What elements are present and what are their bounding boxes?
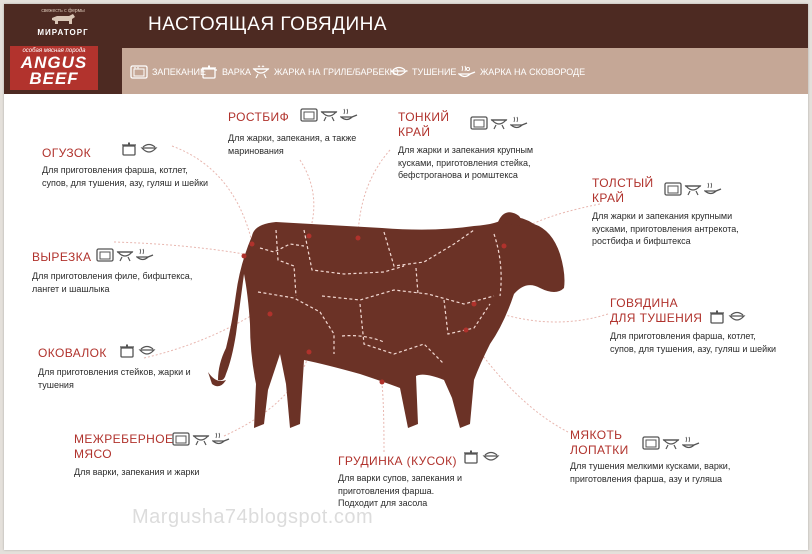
cut-icons-okovalok <box>118 344 156 358</box>
legend-label-oven: ЗАПЕКАНИЕ <box>152 67 207 77</box>
watermark: Margusha74blogspot.com <box>132 506 374 528</box>
oven-icon <box>96 248 114 262</box>
cut-icons-myakot <box>642 436 700 450</box>
cut-icons-grudinka <box>462 450 500 464</box>
stew-pan-icon <box>140 142 158 156</box>
cut-desc-line: Для приготовления филе, бифштекса, <box>32 271 193 281</box>
logo-angus: ANGUS <box>20 53 88 72</box>
page-title: НАСТОЯЩАЯ ГОВЯДИНА <box>148 14 388 35</box>
oven-icon <box>470 116 488 130</box>
oven-icon <box>642 436 660 450</box>
cut-desc-line: Для приготовления фарша, котлет, <box>610 331 756 341</box>
cut-desc-line: бефстроганова и ромштекса <box>398 170 518 180</box>
grill-icon <box>662 436 680 450</box>
legend-label-pot: ВАРКА <box>222 67 251 77</box>
cut-desc-myakot <box>570 460 730 485</box>
grill-icon <box>320 108 338 122</box>
cut-desc-line: Для приготовления стейков, жарки и <box>38 367 191 377</box>
cut-desc-line: кусками, приготовления стейка, <box>398 157 531 168</box>
frying-pan-icon <box>212 432 230 446</box>
cow-silhouette <box>208 212 565 428</box>
pot-icon <box>708 310 726 324</box>
grill-icon <box>116 248 134 262</box>
cut-desc-line: тушения <box>38 379 74 390</box>
grill-icon <box>192 432 210 446</box>
cut-title-line: МЯКОТЬ <box>570 428 623 442</box>
cut-title-tonkiy <box>398 110 449 140</box>
logo-beef: BEEF <box>29 69 79 88</box>
cut-desc-line: Для варки супов, запекания и <box>338 473 463 483</box>
cut-desc-line: ростбифа и бифштекса <box>592 236 691 246</box>
cut-desc-line: кусками, приготовления антрекота, <box>592 223 739 234</box>
grill-icon <box>684 182 702 196</box>
logo-subtitle: особая мясная порода <box>22 48 86 54</box>
pot-icon <box>120 142 138 156</box>
logo-brand: МИРАТОРГ <box>37 28 89 37</box>
cut-desc-oguzok <box>42 164 208 189</box>
cut-desc-line: лангет и шашлыка <box>32 283 110 294</box>
cut-desc-rostbif <box>228 132 356 157</box>
cut-title-line: ТОЛСТЫЙ <box>592 176 654 190</box>
legend-label-frying-pan: ЖАРКА НА СКОВОРОДЕ <box>480 67 586 77</box>
grill-icon <box>490 116 508 130</box>
frying-pan-icon <box>340 108 358 122</box>
cut-desc-vyrezka <box>32 270 192 295</box>
cut-title-line: МЕЖРЕБЕРНОЕ <box>74 432 174 446</box>
cut-icons-oguzok <box>120 142 158 156</box>
cut-desc-line: приготовления фарша. <box>338 485 435 496</box>
cut-desc-line: Для жарки и запекания крупными <box>592 211 733 221</box>
stew-pan-icon <box>728 310 746 324</box>
stew-pan-icon <box>482 450 500 464</box>
oven-icon <box>300 108 318 122</box>
pot-icon <box>462 450 480 464</box>
cut-icons-vyrezka <box>96 248 154 262</box>
cut-desc-line: Подходит для засола <box>338 498 428 508</box>
frying-pan-icon <box>704 182 722 196</box>
cut-title-line: МЯСО <box>74 447 112 461</box>
cut-desc-line: супов, для тушения, азу, гуляш и шейки <box>610 343 777 354</box>
cut-icons-tonkiy <box>470 116 528 130</box>
legend-label-grill: ЖАРКА НА ГРИЛЕ/БАРБЕКЮ <box>274 67 399 77</box>
cut-title-line: ТОНКИЙ <box>398 110 450 124</box>
cut-title-tolstiy <box>592 176 654 206</box>
cut-desc-tonkiy <box>398 144 533 182</box>
cut-desc-line: Для жарки и запекания крупным <box>398 145 534 155</box>
cut-desc-line: приготовления фарша, азу и гуляша <box>570 473 723 484</box>
cut-title-rostbif: РОСТБИФ <box>228 110 290 124</box>
cut-desc-line: Для жарки, запекания, а также <box>228 133 357 143</box>
infographic <box>4 4 808 550</box>
cut-desc-line: Для тушения мелкими кусками, варки, <box>570 461 731 471</box>
cut-title-line: ЛОПАТКИ <box>570 443 629 457</box>
cut-title-vyrezka: ВЫРЕЗКА <box>32 250 92 264</box>
frying-pan-icon <box>682 436 700 450</box>
cut-icons-rostbif <box>300 108 358 122</box>
cut-desc-tolstiy <box>592 210 739 248</box>
cut-desc-okovalok <box>38 366 191 391</box>
cut-icons-tolstiy <box>664 182 722 196</box>
cut-title-myakot <box>570 428 629 458</box>
cut-desc-line: маринования <box>228 145 284 156</box>
cut-icons-mezhrebernoe <box>172 432 230 446</box>
cut-title-mezhrebernoe <box>74 432 173 462</box>
cut-desc-line: Для приготовления фарша, котлет, <box>42 165 188 175</box>
cut-desc-tushenie <box>610 330 776 355</box>
logo-tagline: свежесть с фермы <box>41 8 85 14</box>
cut-desc-grudinka <box>338 472 462 510</box>
legend-label-stew: ТУШЕНИЕ <box>412 67 457 77</box>
cut-title-line: КРАЙ <box>398 125 431 139</box>
cut-title-okovalok: ОКОВАЛОК <box>38 346 107 360</box>
cut-title-oguzok: ОГУЗОК <box>42 146 92 160</box>
oven-icon <box>664 182 682 196</box>
cut-title-line: ГОВЯДИНА <box>610 296 679 310</box>
cut-title-line: КРАЙ <box>592 191 625 205</box>
cut-title-tushenie <box>610 296 702 326</box>
cut-desc-mezhrebernoe <box>74 466 199 479</box>
stew-pan-icon <box>138 344 156 358</box>
oven-icon <box>172 432 190 446</box>
cut-title-grudinka: ГРУДИНКА (КУСОК) <box>338 454 457 468</box>
cut-desc-line: супов, для тушения, азу, гуляш и шейки <box>42 177 209 188</box>
pot-icon <box>118 344 136 358</box>
frying-pan-icon <box>136 248 154 262</box>
cut-title-line: ДЛЯ ТУШЕНИЯ <box>610 311 703 325</box>
cut-icons-tushenie <box>708 310 746 324</box>
frying-pan-icon <box>510 116 528 130</box>
cut-desc-line: Для варки, запекания и жарки <box>74 467 200 477</box>
